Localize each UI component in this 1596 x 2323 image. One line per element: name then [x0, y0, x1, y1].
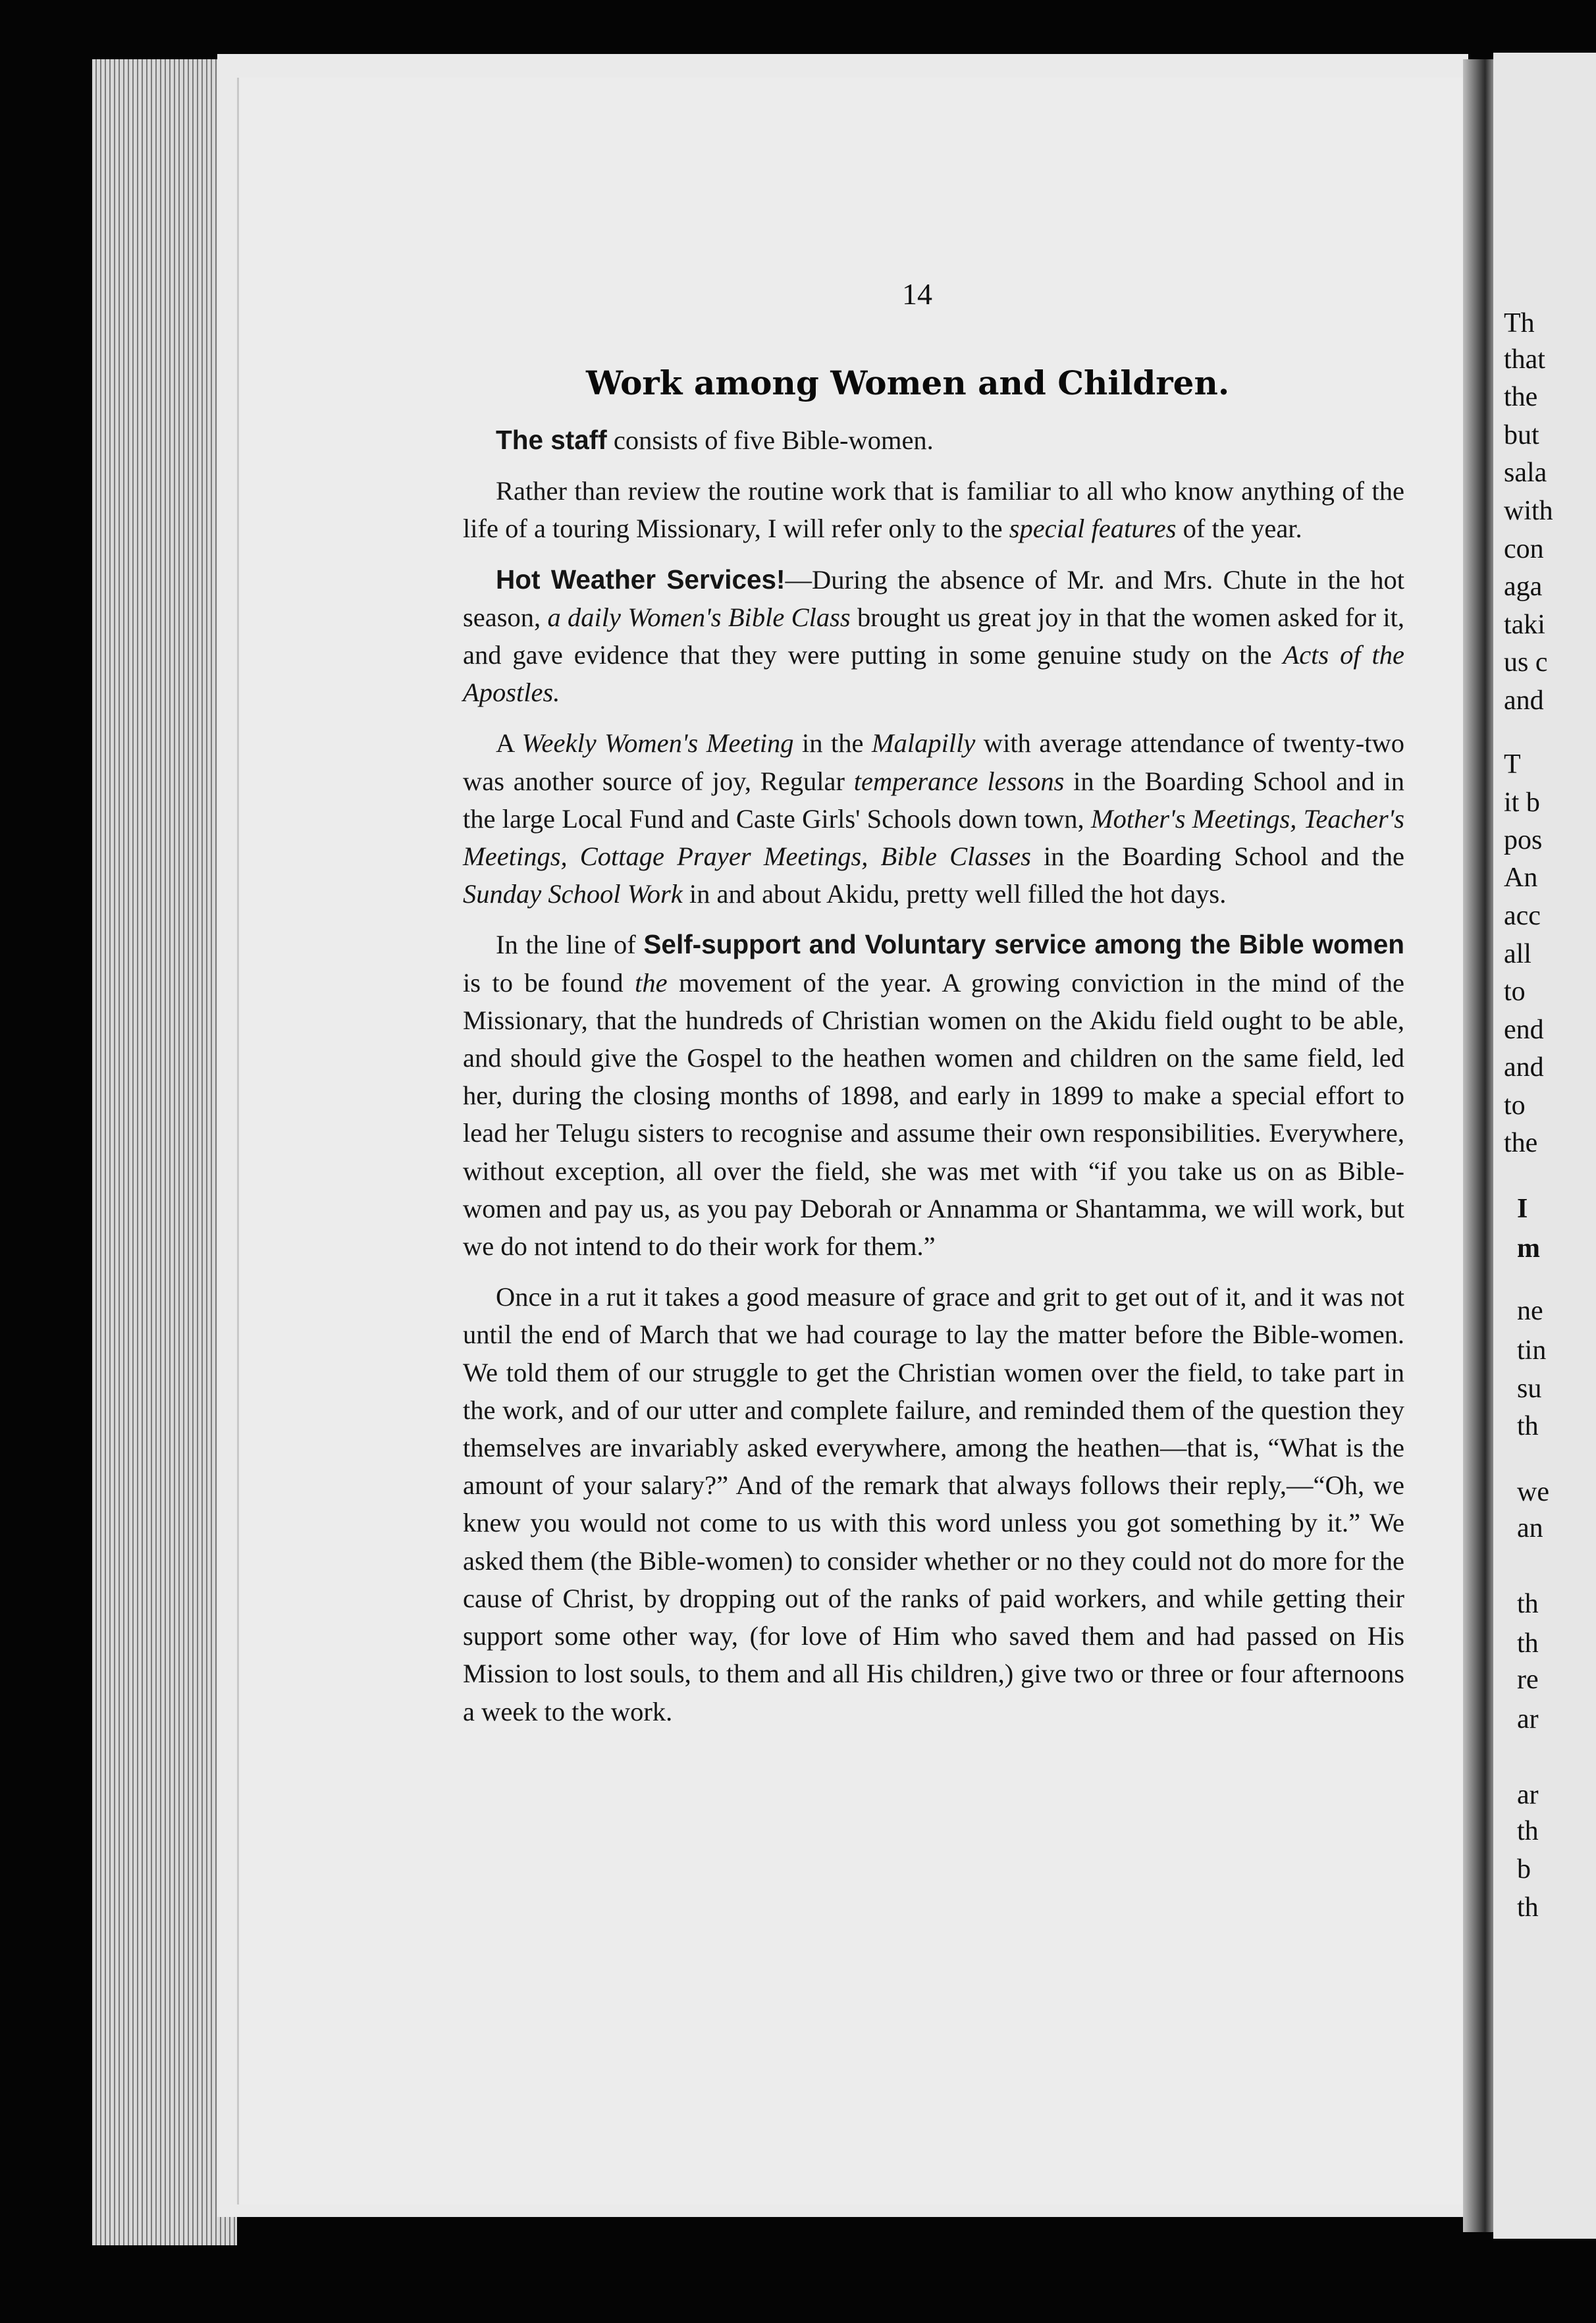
page-stack-edges [92, 59, 237, 2245]
facing-page-fragment: aga [1504, 572, 1543, 602]
facing-page-fragment: we [1517, 1477, 1549, 1507]
facing-page-fragment: all [1504, 939, 1531, 969]
facing-page-fragment: An [1504, 863, 1538, 893]
paragraph-text: in the Boarding School and in the large Local Fund and Caste Girls' Schools down town, [463, 766, 1404, 834]
facing-page-fragment: it b [1504, 788, 1540, 818]
facing-page-fragment: acc [1504, 901, 1541, 931]
italic-text: a daily Women's Bible Class [547, 602, 851, 632]
facing-page-fragment: th [1517, 1816, 1539, 1846]
paragraph-text: in and about Akidu, pretty well filled the hot days. [682, 879, 1227, 909]
paragraph-hot-weather [463, 561, 1404, 712]
paragraph-text: A [496, 728, 522, 759]
facing-page-fragment: th [1517, 1589, 1539, 1619]
facing-page-fragment: Th [1504, 308, 1535, 338]
italic-text: temperance lessons [853, 766, 1065, 796]
italic-text: Malapilly [871, 728, 976, 759]
facing-page-fragment: the [1504, 382, 1538, 412]
facing-page-fragment: that [1504, 344, 1545, 375]
page-number: 14 [902, 277, 932, 311]
paragraph-text: is to be found [463, 967, 635, 998]
paragraph-text: Once in a rut it takes a good measure of grace and grit to get out of it, and it was not until the end of March that we had courage to lay the matter before the Bible-women. We told them of our struggle to get the Christian women over the field, to take part in the work, and of our utter and complete failure, and reminded them of the question they themselves are invariably asked everywhere, among the heathen—that is, “What is the amount of your salary?” And of the remark that always follows their reply,—“Oh, we knew you would not come to us with this word unless you got something by it.” We asked them (the Bible-women) to consider whether or no they could not do more for the cause of Christ, by dropping out of the ranks of paid workers, and while getting their support some other way, (for love of Him who saved them and had passed on His Mission to lost souls, to them and all His children,) give two or three or four afternoons a week to the work. [463, 1282, 1404, 1726]
italic-text: the [635, 967, 668, 998]
facing-page-fragment: taki [1504, 610, 1545, 640]
facing-page [1493, 53, 1596, 2239]
italic-text: Mother's Meetings, Teacher's Meetings, Cottage Prayer Meetings, Bible Classes [463, 803, 1404, 872]
facing-page-fragment: to [1504, 1090, 1526, 1121]
facing-page-fragment: an [1517, 1513, 1543, 1543]
paragraph-text: with average attendance of twenty-two was another source of joy, Regular [463, 728, 1405, 796]
paragraph-text: in the [793, 728, 872, 759]
paragraph-text: In the line of [496, 930, 644, 960]
paragraph-text: in the Boarding School and the [1030, 841, 1404, 872]
facing-page-fragment: and [1504, 1052, 1544, 1082]
facing-page-fragment: and [1504, 685, 1544, 716]
facing-page-fragment: I [1517, 1194, 1528, 1224]
facing-page-fragment: th [1517, 1628, 1539, 1659]
italic-text: special features [1009, 514, 1177, 544]
facing-page-fragment: tin [1517, 1335, 1547, 1366]
page-body [463, 421, 1404, 1744]
paragraph-once-in-a-rut [463, 1278, 1404, 1730]
facing-page-fragment: b [1517, 1854, 1531, 1884]
facing-page-fragment: re [1517, 1665, 1539, 1695]
page-title: Work among Women and Children. [586, 363, 1230, 402]
book-gutter [1463, 59, 1495, 2232]
facing-page-fragment: th [1517, 1411, 1539, 1441]
paragraph-text: Rather than review the routine work that is familiar to all who know anything of the life of a touring Missionary, I will refer only to the [463, 476, 1404, 544]
italic-text: Sunday School Work [463, 879, 683, 909]
paragraph-text: —During the absence of Mr. and Mrs. Chute in the hot season, [463, 564, 1404, 632]
facing-page-fragment: sala [1504, 458, 1547, 488]
facing-page-fragment: with [1504, 496, 1553, 526]
paragraph-intro [463, 472, 1404, 547]
facing-page-fragment: us c [1504, 647, 1548, 678]
paragraph-text: of the year. [1176, 514, 1302, 544]
facing-page-fragment: pos [1504, 825, 1543, 855]
facing-page-fragment: su [1517, 1374, 1542, 1404]
run-in-heading: The staff [496, 425, 607, 455]
paragraph-text: movement of the year. A growing conviction in the mind of the Missionary, that the hundreds of Christian women on the Akidu field ought to be able, and should give the Gospel to the heathen women and children on the same field, led her, during the closing months of 1898, and early in 1899 to make a special effort to lead her Telugu sisters to recognise and assume their own responsibilities. Everywhere, without exception, all over the field, she was met with “if you take us on as Bible-women and pay us, as you pay Deborah or Annamma or Shantamma, we will work, but we do not intend to do their work for them.” [463, 967, 1404, 1262]
run-in-heading: Hot Weather Services! [496, 564, 785, 595]
facing-page-fragment: to [1504, 976, 1526, 1007]
facing-page-fragment: end [1504, 1015, 1544, 1045]
facing-page-fragment: ar [1517, 1704, 1539, 1734]
facing-page-fragment: ne [1517, 1296, 1543, 1326]
facing-page-fragment: m [1517, 1233, 1540, 1264]
italic-text: Weekly Women's Meeting [521, 728, 794, 759]
paragraph-weekly-meeting [463, 724, 1404, 913]
facing-page-fragment: but [1504, 420, 1539, 450]
paragraph-text: brought us great joy in that the women asked for it, and gave evidence that they were putting in some genuine study on the [463, 602, 1404, 670]
italic-text: Acts of the Apostles. [463, 640, 1404, 708]
paragraph-staff [463, 421, 1404, 459]
run-in-heading: Self-support and Voluntary service among the Bible women [643, 929, 1404, 960]
facing-page-fragment: con [1504, 534, 1544, 564]
facing-page-fragment: T [1504, 749, 1521, 780]
facing-page-fragment: the [1504, 1128, 1538, 1158]
paragraph-self-support [463, 926, 1404, 1265]
facing-page-fragment: th [1517, 1892, 1539, 1923]
facing-page-fragment: ar [1517, 1780, 1539, 1810]
paragraph-text: consists of five Bible-women. [606, 425, 934, 455]
